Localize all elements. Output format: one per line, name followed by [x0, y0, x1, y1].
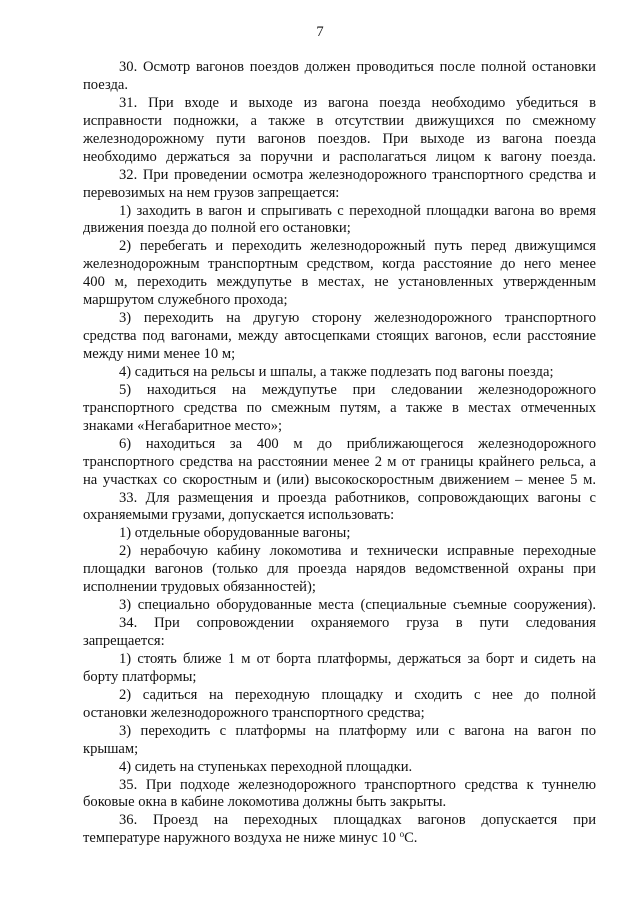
line-text: маршрутом служебного прохода; [83, 292, 288, 309]
line-text: движения поезда до полной его остановки; [83, 220, 351, 237]
line-text-end: С. [404, 830, 418, 847]
line-text: борту платформы; [83, 668, 197, 685]
text-line [83, 687, 596, 705]
text-line [83, 543, 596, 561]
text-line [83, 436, 596, 454]
text-line [83, 490, 596, 508]
text-line [83, 346, 596, 364]
text-line [83, 615, 596, 633]
text-line [83, 382, 596, 400]
text-line [83, 651, 596, 669]
text-line [83, 185, 596, 203]
text-line [83, 149, 596, 167]
text-line [83, 561, 596, 579]
line-text: 36. Проезд на переходных площадках вагонов допускается при [119, 812, 596, 829]
line-text: запрещается: [83, 633, 165, 649]
line-text: площадки вагонов (только для проезда нарядов ведомственной охраны при [83, 561, 596, 578]
line-text: остановки железнодорожного транспортного средства; [83, 704, 425, 721]
line-text: температуре наружного воздуха не ниже минус 10 [83, 830, 400, 847]
text-line [83, 274, 596, 292]
text-line [83, 525, 596, 543]
text-line [83, 292, 596, 310]
text-line [83, 579, 596, 597]
text-line [83, 328, 596, 346]
line-text: исполнении трудовых обязанностей); [83, 579, 316, 596]
line-text: 31. При входе и выходе из вагона поезда необходимо убедиться в [119, 94, 596, 111]
line-text: 34. При сопровождении охраняемого груза в пути следования [119, 615, 596, 632]
line-text: железнодорожному пути вагонов поездов. При выходе из вагона поезда [83, 130, 596, 147]
line-text: транспортного средства по смежным путям, а также в местах отмеченных [83, 399, 596, 416]
text-line [83, 95, 596, 113]
line-text: 2) перебегать и переходить железнодорожный путь перед движущимся [119, 238, 596, 255]
text-line [83, 167, 596, 185]
line-text: 4) садиться на рельсы и шпалы, а также подлезать под вагоны поезда; [119, 363, 554, 380]
line-text: 4) сидеть на ступеньках переходной площадки. [119, 758, 413, 775]
text-line [83, 238, 596, 256]
text-line [83, 77, 596, 95]
text-line [83, 741, 596, 759]
text-line [83, 400, 596, 418]
line-text: железнодорожным транспортным средством, когда расстояние до него менее [83, 256, 596, 273]
line-text: охраняемыми грузами, допускается использовать: [83, 507, 395, 524]
line-text: исправности подножки, а также в отсутствии движущихся по смежному [83, 112, 596, 129]
text-line [83, 220, 596, 238]
line-text: 32. При проведении осмотра железнодорожного транспортного средства и [119, 166, 596, 183]
text-line [83, 705, 596, 723]
text-line [83, 310, 596, 328]
text-line [83, 507, 596, 525]
line-text: транспортного средства на расстоянии менее 2 м от границы крайнего рельса, а [83, 453, 596, 470]
line-text: 33. Для размещения и проезда работников, сопровождающих вагоны с [119, 489, 596, 506]
line-text: 2) нерабочую кабину локомотива и технически исправные переходные [119, 543, 596, 560]
line-text: 3) переходить на другую сторону железнодорожного транспортного [119, 310, 596, 327]
text-line [83, 472, 596, 490]
text-line [83, 669, 596, 687]
text-line [83, 364, 596, 382]
line-text: знаками «Негабаритное место»; [83, 417, 283, 434]
text-line [83, 113, 596, 131]
text-line [83, 454, 596, 472]
line-text: боковые окна в кабине локомотива должны быть закрыты. [83, 794, 447, 811]
line-text: 2) садиться на переходную площадку и сходить с нее до полной [119, 686, 596, 703]
line-text: 30. Осмотр вагонов поездов должен проводиться после полной остановки [119, 59, 596, 75]
line-text: 5) находиться на междупутье при следовании железнодорожного [119, 381, 596, 398]
text-line [83, 59, 596, 77]
line-text: средства под вагонами, между автосцепками стоящих вагонов, если расстояние [83, 328, 596, 345]
text-line [83, 723, 596, 741]
line-text: 3) переходить с платформы на платформу или с вагона на вагон по [119, 722, 596, 739]
line-text: на участках со скоростным и (или) высокоскоростным движением – менее 5 м. [83, 471, 596, 488]
text-line [83, 597, 596, 615]
line-text: 1) заходить в вагон и спрыгивать с переходной площадки вагона во время [119, 202, 596, 219]
text-line [83, 203, 596, 221]
text-line [83, 830, 596, 848]
line-text: 1) отдельные оборудованные вагоны; [119, 525, 351, 542]
text-line [83, 812, 596, 830]
line-text: 35. При подходе железнодорожного транспортного средства к туннелю [119, 776, 596, 793]
line-text: 400 м, переходить междупутье в местах, не установленных утвержденным [83, 274, 596, 291]
text-line [83, 759, 596, 777]
text-line [83, 777, 596, 795]
line-text: перевозимых на нем грузов запрещается: [83, 184, 340, 201]
body-text [83, 59, 596, 848]
line-text: между ними менее 10 м; [83, 346, 236, 362]
text-line [83, 794, 596, 812]
text-line [83, 131, 596, 149]
text-line [83, 633, 596, 651]
text-line [83, 256, 596, 274]
page-number: 7 [316, 24, 324, 40]
line-text: необходимо держаться за поручни и располагаться лицом к вагону поезда. [83, 148, 596, 165]
line-text: 1) стоять ближе 1 м от борта платформы, держаться за борт и сидеть на [119, 650, 596, 667]
text-line [83, 418, 596, 436]
line-text: поезда. [83, 76, 128, 93]
degree-superscript: о [399, 829, 405, 840]
line-text: крышам; [83, 740, 139, 757]
line-text: 3) специально оборудованные места (специальные съемные сооружения). [119, 597, 596, 614]
line-text: 6) находиться за 400 м до приближающегося железнодорожного [119, 435, 596, 452]
